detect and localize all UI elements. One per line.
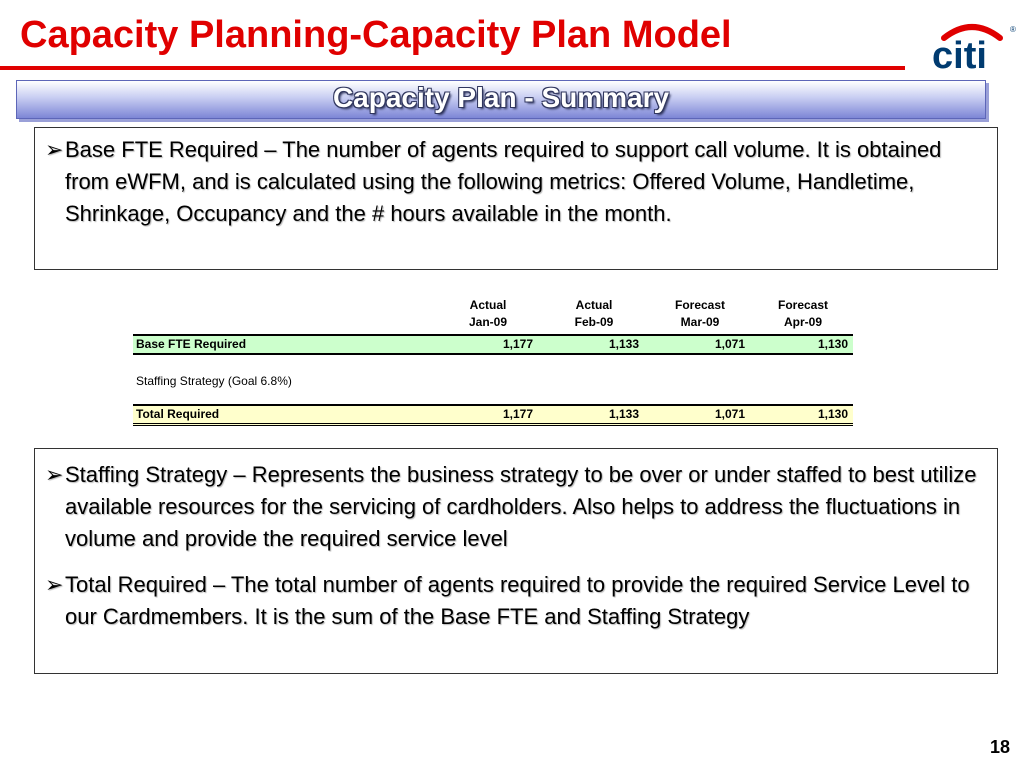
row-label: Staffing Strategy (Goal 6.8%) — [136, 374, 292, 388]
table-row-total-required — [133, 404, 853, 426]
cell-value: 1,133 — [608, 407, 639, 421]
bullet-staffing-strategy — [35, 459, 997, 555]
cell-value: 1,071 — [714, 337, 745, 351]
cell-value: 1,130 — [817, 407, 848, 421]
svg-text:®: ® — [1010, 25, 1016, 34]
table-row-base-fte — [133, 334, 853, 355]
banner-title: Capacity Plan - Summary — [332, 82, 670, 113]
cell-value: 1,133 — [608, 337, 639, 351]
column-header: Apr-09 — [783, 315, 822, 329]
column-header: Jan-09 — [468, 315, 508, 329]
bullet-text: Base FTE Required – The number of agents required to support call volume. It is obtained from eWFM, and is calculated using the following metrics: Offered Volume, Handletime, Shrinkage, Occupancy and the # hours available in the month. — [65, 137, 942, 226]
bullet-base-fte — [35, 134, 997, 230]
page-title: Capacity Planning-Capacity Plan Model — [20, 14, 732, 56]
staffing-total-description-box — [34, 448, 998, 674]
table-header-row-1 — [133, 298, 853, 315]
base-fte-description-box — [34, 127, 998, 270]
cell-value: 1,071 — [714, 407, 745, 421]
column-header: Actual — [575, 298, 613, 312]
capacity-summary-table — [133, 298, 853, 421]
table-header-row-2 — [133, 315, 853, 332]
cell-value: 1,130 — [817, 337, 848, 351]
bullet-text: Total Required – The total number of agents required to provide the required Service Level to our Cardmembers. It is the sum of the Base FTE and Staffing Strategy — [65, 572, 970, 629]
arrow-bullet-icon: ➢ — [45, 572, 64, 597]
row-label: Base FTE Required — [136, 337, 247, 351]
column-header: Forecast — [777, 298, 829, 312]
column-header: Feb-09 — [574, 315, 614, 329]
cell-value: 1,177 — [502, 337, 533, 351]
page-number: 18 — [989, 737, 1010, 757]
arrow-bullet-icon: ➢ — [45, 137, 64, 162]
citi-logo-icon — [922, 10, 1018, 74]
cell-value: 1,177 — [502, 407, 533, 421]
column-header: Actual — [469, 298, 507, 312]
bullet-total-required — [35, 569, 997, 633]
column-header: Forecast — [674, 298, 726, 312]
column-header: Mar-09 — [680, 315, 720, 329]
bullet-text: Staffing Strategy – Represents the business strategy to be over or under staffed to best utilize available resources for the servicing of cardholders. Also helps to address the fluctuations in volume and provide the required service level — [65, 462, 977, 551]
section-banner — [16, 80, 986, 119]
table-row-staffing-strategy — [133, 373, 853, 390]
svg-text:citi: citi — [932, 35, 987, 74]
row-label: Total Required — [136, 407, 220, 421]
title-divider — [0, 66, 905, 70]
arrow-bullet-icon: ➢ — [45, 462, 64, 487]
